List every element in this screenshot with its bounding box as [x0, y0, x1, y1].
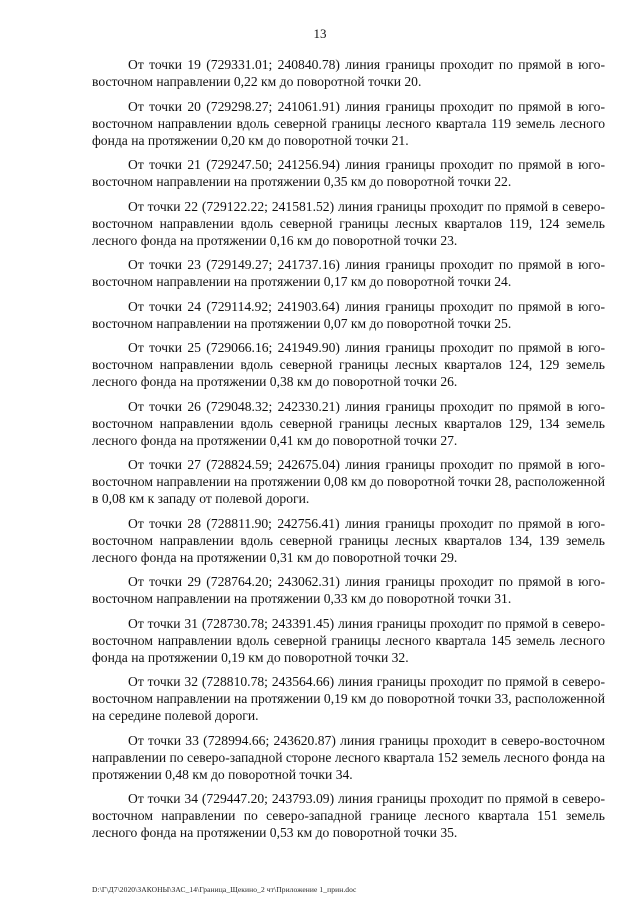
- paragraph-point-19: От точки 19 (729331.01; 240840.78) линия границы проходит по прямой в юго-восточном направлении 0,22 км до поворотной точки 20.: [92, 57, 605, 89]
- paragraph-point-25: От точки 25 (729066.16; 241949.90) линия границы проходит по прямой в юго-восточном направлении вдоль северной границы лесных кварталов 124, 129 земель лесного фонда на протяжении 0,38 км до поворотной точки 26.: [92, 340, 605, 389]
- paragraph-point-26: От точки 26 (729048.32; 242330.21) линия границы проходит по прямой в юго-восточном направлении вдоль северной границы лесных кварталов 129, 134 земель лесного фонда на протяжении 0,41 км до поворотной точки 27.: [92, 398, 605, 448]
- paragraph-point-29: От точки 29 (728764.20; 243062.31) линия границы проходит по прямой в юго-восточном направлении на протяжении 0,33 км до поворотной точки 31.: [92, 574, 605, 606]
- paragraph-point-32: От точки 32 (728810.78; 243564.66) линия границы проходит по прямой в северо-восточном направлении на протяжении 0,19 км до поворотной точки 33, расположенной на середине полевой дороги.: [92, 674, 605, 723]
- paragraph-point-27: От точки 27 (728824.59; 242675.04) линия границы проходит по прямой в юго-восточном направлении на протяжении 0,08 км до поворотной точки 28, расположенной в 0,08 км к западу от полевой дороги.: [92, 457, 605, 506]
- paragraph-point-23: От точки 23 (729149.27; 241737.16) линия границы проходит по прямой в юго-восточном направлении на протяжении 0,17 км до поворотной точки 24.: [92, 257, 605, 289]
- document-body: [92, 56, 605, 849]
- paragraph-point-24: От точки 24 (729114.92; 241903.64) линия границы проходит по прямой в юго-восточном направлении на протяжении 0,07 км до поворотной точки 25.: [92, 298, 605, 331]
- paragraph-point-34: От точки 34 (729447.20; 243793.09) линия границы проходит по прямой в северо-восточном направлении по северо-западной границе лесного квартала 151 земель лесного фонда на протяжении 0,53 км до поворотной точки 35.: [92, 791, 605, 840]
- paragraph-point-22: От точки 22 (729122.22; 241581.52) линия границы проходит по прямой в северо-восточном направлении вдоль северной границы лесных кварталов 119, 124 земель лесного фонда на протяжении 0,16 км до поворотной точки 23.: [92, 198, 605, 248]
- file-path-footer: D:\Г\Д7\2020\ЗАКОНЫ\ЗАС_14\Граница_Щекино_2 чт\Приложение 1_прин.doc: [92, 885, 357, 894]
- page-number: 13: [313, 26, 327, 41]
- paragraph-point-21: От точки 21 (729247.50; 241256.94) линия границы проходит по прямой в юго-восточном направлении на протяжении 0,35 км до поворотной точки 22.: [92, 157, 605, 189]
- paragraph-point-33: От точки 33 (728994.66; 243620.87) линия границы проходит в северо-восточном направлении по северо-западной стороне лесного квартала 152 земель лесного фонда на протяжении 0,48 км до поворотной точки 34.: [92, 732, 605, 782]
- paragraph-point-31: От точки 31 (728730.78; 243391.45) линия границы проходит по прямой в северо-восточном направлении вдоль северной границы лесного квартала 145 земель лесного фонда на протяжении 0,19 км до поворотной точки 32.: [92, 615, 605, 665]
- paragraph-point-20: От точки 20 (729298.27; 241061.91) линия границы проходит по прямой в юго-восточном направлении вдоль северной границы лесного квартала 119 земель лесного фонда на протяжении 0,20 км до поворотной точки 21.: [92, 98, 605, 148]
- paragraph-point-28: От точки 28 (728811.90; 242756.41) линия границы проходит по прямой в юго-восточном направлении вдоль северной границы лесных кварталов 134, 139 земель лесного фонда на протяжении 0,31 км до поворотной точки 29.: [92, 515, 605, 565]
